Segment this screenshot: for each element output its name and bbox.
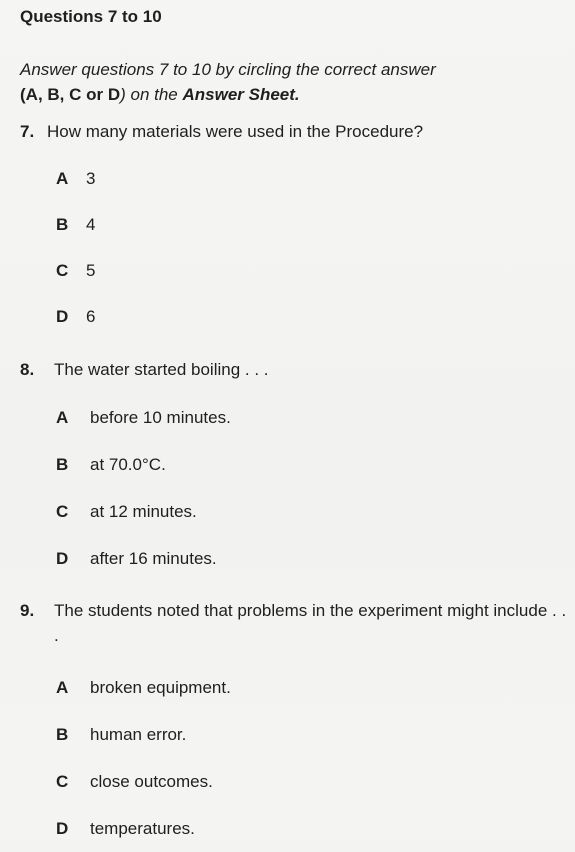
question-7-option-c[interactable] [20, 248, 567, 294]
question-8-stem [20, 357, 567, 382]
option-text: broken equipment. [90, 677, 231, 697]
question-8-number: 8. [20, 360, 35, 379]
instructions-part-1: Answer questions 7 to 10 by circling the correct answer [20, 60, 436, 79]
question-8-option-d[interactable] [20, 535, 567, 582]
option-text: at 70.0°C. [90, 454, 166, 474]
question-9-option-c[interactable] [20, 758, 567, 805]
option-letter: C [56, 261, 69, 280]
instructions-part-4: Answer Sheet. [182, 85, 300, 104]
question-9-option-a[interactable] [20, 664, 567, 711]
option-text: 6 [86, 307, 96, 326]
question-9-stem [20, 598, 567, 648]
option-letter: A [56, 169, 69, 188]
question-7-option-d[interactable] [20, 294, 567, 340]
question-7-stem [20, 119, 567, 144]
option-letter: D [56, 548, 69, 568]
option-letter: A [56, 407, 69, 427]
option-letter: D [56, 307, 69, 326]
question-9-option-b[interactable] [20, 711, 567, 758]
question-8 [20, 357, 567, 582]
option-letter: D [56, 818, 69, 838]
option-text: 5 [86, 261, 96, 280]
option-text: at 12 minutes. [90, 501, 197, 521]
question-7 [20, 119, 567, 340]
question-7-number: 7. [20, 122, 35, 141]
question-7-options [20, 156, 567, 340]
option-text: human error. [90, 724, 187, 744]
option-letter: C [56, 501, 69, 521]
option-letter: B [56, 215, 69, 234]
instructions-part-2: (A, B, C or D [20, 85, 121, 104]
question-9-number: 9. [20, 601, 35, 620]
option-text: after 16 minutes. [90, 548, 217, 568]
question-7-option-b[interactable] [20, 202, 567, 248]
question-7-text: How many materials were used in the Procedure? [47, 122, 424, 141]
question-9-text: The students noted that problems in the experiment might include . . . [54, 601, 567, 645]
option-text: temperatures. [90, 818, 195, 838]
question-8-option-c[interactable] [20, 488, 567, 535]
option-letter: B [56, 454, 69, 474]
question-9-options [20, 664, 567, 852]
option-text: 4 [86, 215, 96, 234]
question-9 [20, 598, 567, 852]
question-8-option-a[interactable] [20, 394, 567, 441]
option-letter: B [56, 724, 69, 744]
question-7-option-a[interactable] [20, 156, 567, 202]
instructions-text [20, 57, 567, 107]
instructions-part-3: ) on the [120, 85, 183, 104]
section-heading: Questions 7 to 10 [20, 7, 162, 26]
question-8-text: The water started boiling . . . [54, 360, 269, 379]
option-text: close outcomes. [90, 771, 213, 791]
option-letter: C [56, 771, 69, 791]
option-text: before 10 minutes. [90, 407, 231, 427]
question-8-options [20, 394, 567, 582]
question-8-option-b[interactable] [20, 441, 567, 488]
question-9-option-d[interactable] [20, 805, 567, 852]
option-text: 3 [86, 169, 96, 188]
option-letter: A [56, 677, 69, 697]
